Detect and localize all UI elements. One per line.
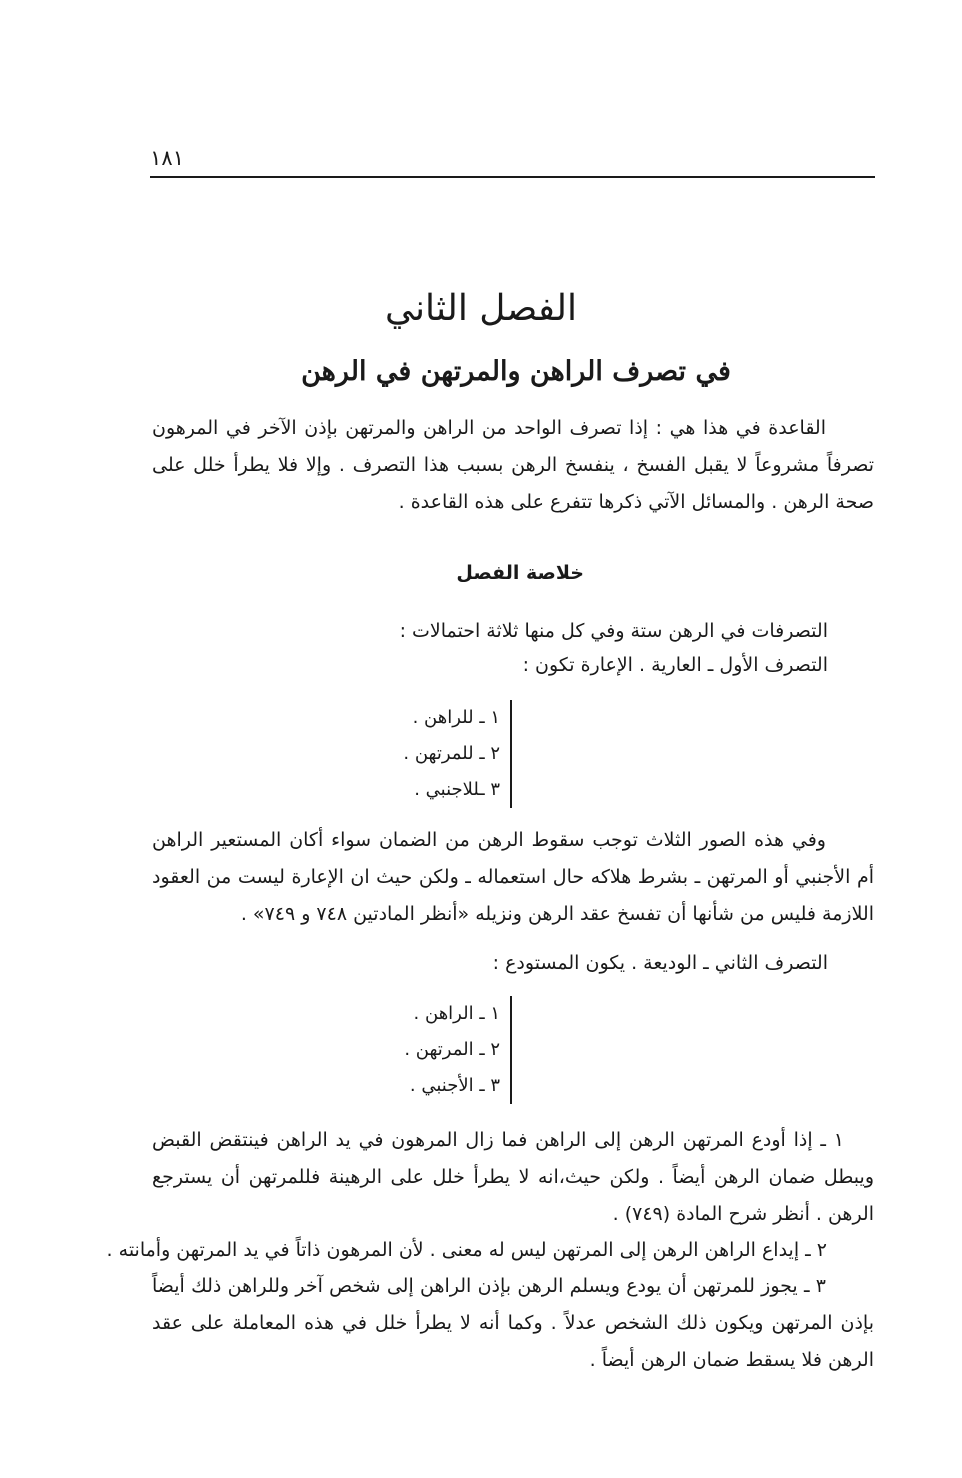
act2-option: ٢ ـ المرتهن .: [404, 1039, 500, 1060]
summary-line: التصرفات في الرهن ستة وفي كل منها ثلاثة احتمالات :: [399, 620, 828, 642]
act1-option: ٢ ـ للمرتهن .: [403, 743, 500, 764]
act2-options-list: [404, 996, 512, 1104]
act2-item-2: ٢ ـ إيداع الراهن الرهن إلى المرتهن ليس له معنى . لأن المرهون ذاتاً في يد المرتهن وأمانته .: [106, 1239, 827, 1261]
act1-option: ٣ ـللاجنبي .: [414, 779, 500, 800]
summary-heading: خلاصة الفصل: [456, 562, 584, 584]
act2-title: التصرف الثاني ـ الوديعة . يكون المستودع :: [492, 952, 828, 974]
act1-options-list: [403, 700, 512, 808]
act1-option: ١ ـ للراهن .: [412, 707, 500, 728]
act2-option: ١ ـ الراهن .: [413, 1003, 500, 1024]
chapter-title: الفصل الثاني: [385, 288, 577, 329]
act2-item-1: ١ ـ إذا أودع المرتهن الرهن إلى الراهن فما زال المرهون في يد الراهن فينتقض القبض ويبطل ضمان الرهن أيضاً . ولكن حيث،انه لا يطرأ خلل على الرهينة فللمرتهن أن يسترجع الرهن . أنظر شرح المادة (٧٤٩) .: [152, 1129, 874, 1225]
header-rule: [150, 176, 875, 178]
act2-option: ٣ ـ الأجنبي .: [409, 1075, 500, 1096]
page-number: ١٨١: [150, 146, 184, 170]
act2-item-3: ٣ ـ يجوز للمرتهن أن يودع ويسلم الرهن بإذن الراهن إلى شخص آخر وللراهن ذلك أيضاً بإذن المرتهن ويكون ذلك الشخص عدلاً . وكما أنه لا يطرأ خلل في هذه المعاملة على عقد الرهن فلا يسقط ضمان الرهن أيضاً .: [152, 1275, 874, 1371]
intro-paragraph: القاعدة في هذا هي : إذا تصرف الواحد من الراهن والمرتهن بإذن الآخر في المرهون تصرفاً مشروعاً لا يقبل الفسخ ، ينفسخ الرهن بسبب هذا التصرف . وإلا فلا يطرأ خلل على صحة الرهن . والمسائل الآتي ذكرها تتفرع على هذه القاعدة .: [152, 417, 874, 513]
act1-paragraph: وفي هذه الصور الثلاث توجب سقوط الرهن من الضمان سواء أكان المستعير الراهن أم الأجنبي أو المرتهن ـ بشرط هلاكه حال استعماله ـ ولكن حيث ان الإعارة ليست من العقود اللازمة فليس من شأنها أن تفسخ عقد الرهن ونزيله «أنظر المادتين ٧٤٨ و ٧٤٩» .: [152, 829, 874, 925]
act1-title: التصرف الأول ـ العارية . الإعارة تكون :: [522, 654, 828, 676]
chapter-subtitle: في تصرف الراهن والمرتهن في الرهن: [301, 356, 731, 387]
